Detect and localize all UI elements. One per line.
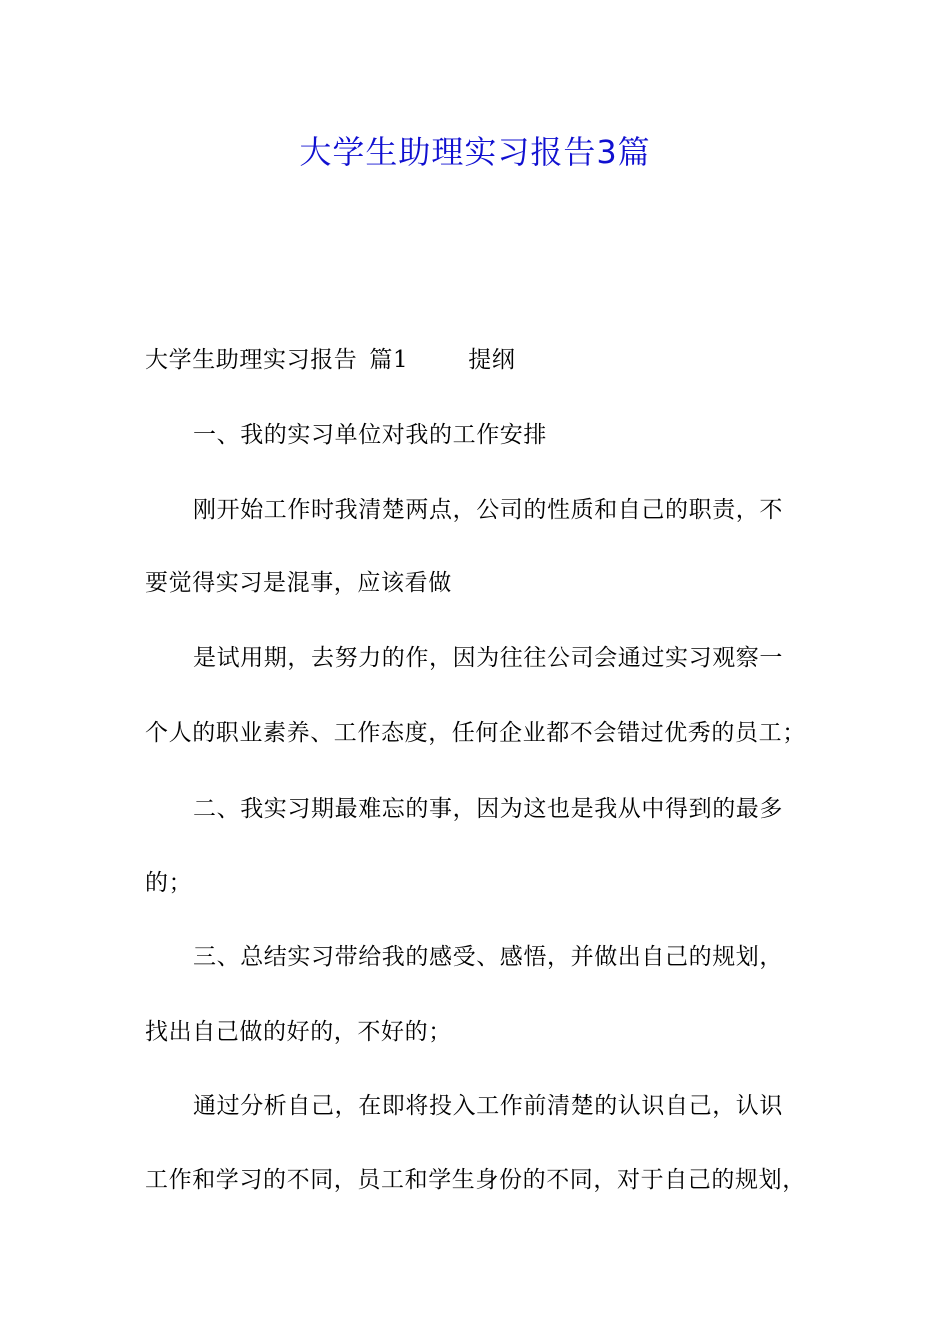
paragraph-line: 工作和学习的不同，员工和学生身份的不同，对于自己的规划， [145,1167,806,1193]
section-heading-number: 篇1 [369,347,409,373]
paragraph-line: 二、我实习期最难忘的事，因为这也是我从中得到的最多 [193,796,783,822]
document-title: 大学生助理实习报告3篇 [299,133,651,171]
paragraph-line: 刚开始工作时我清楚两点，公司的性质和自己的职责，不 [193,497,783,523]
paragraph-line: 一、我的实习单位对我的工作安排 [193,422,547,448]
paragraph-line: 的； [145,870,193,896]
paragraph-line: 找出自己做的好的，不好的； [145,1019,452,1045]
section-heading-title: 大学生助理实习报告 [145,347,358,373]
paragraph-line: 个人的职业素养、工作态度，任何企业都不会错过优秀的员工； [145,720,806,746]
paragraph-line: 通过分析自己，在即将投入工作前清楚的认识自己，认识 [193,1093,783,1119]
paragraph-line: 是试用期，去努力的作，因为往往公司会通过实习观察一 [193,645,783,671]
paragraph-line: 要觉得实习是混事，应该看做 [145,570,452,596]
section-heading [145,345,825,375]
section-heading-outline: 提纲 [468,347,516,373]
paragraph-line: 三、总结实习带给我的感受、感悟，并做出自己的规划， [193,944,783,970]
